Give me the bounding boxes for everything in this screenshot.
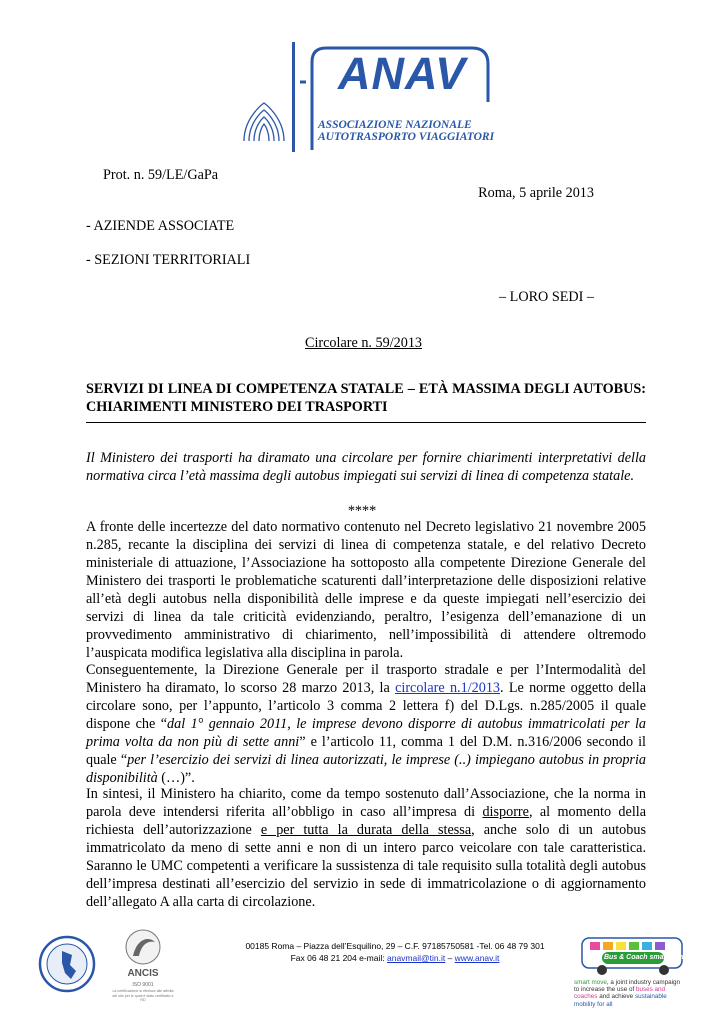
subject-heading: SERVIZI DI LINEA DI COMPETENZA STATALE – ETÀ MASSIMA DEGLI AUTOBUS: CHIARIMENTI MINISTERO DEI TRASPORTI — [86, 380, 646, 423]
text-span: (…)”. — [157, 770, 195, 786]
ancis-note: La certificazione si riferisce alle attività del sito per le quali è stato certificato e RD — [112, 989, 174, 1002]
text-span: Conseguentemente, la Direzione Generale per il trasporto stradale e per l’Intermodalità del Ministero ha diramato, lo scorso 28 marzo 2013, la — [86, 662, 646, 696]
text-span: In sintesi, il Ministero ha chiarito, come da tempo sostenuto dall’Associazione, che la norma in parola deve intendersi riferita all’obbligo in caso all’impresa di — [86, 786, 646, 820]
text-span: and achieve — [597, 993, 635, 1001]
website-link[interactable]: www.anav.it — [454, 953, 500, 963]
section-separator: **** — [347, 503, 377, 519]
recipient-sezioni: - SEZIONI TERRITORIALI — [86, 252, 251, 268]
email-link[interactable]: anavmail@tin.it — [386, 953, 446, 963]
text-span: , al momento della richiesta dell’autorizzazione — [86, 804, 647, 838]
protocol-number: Prot. n. 59/LE/GaPa — [103, 167, 219, 183]
body-paragraph-3 — [86, 785, 646, 911]
ancis-iso: ISO 9001 — [132, 982, 154, 988]
footer-contact-line — [180, 952, 610, 964]
quote-italic: per l’esercizio dei servizi di linea autorizzati, le imprese (..) impiegano autobus in propria disponibilità — [86, 752, 646, 786]
smart-move-logo — [574, 932, 704, 1022]
confindustria-logo — [240, 97, 288, 145]
accredia-logo — [38, 935, 96, 993]
text-span: buses and coaches — [574, 986, 666, 1001]
text-span: sustainable mobility for all — [574, 993, 667, 1008]
underlined-text: e per tutta la durata della stessa — [260, 822, 472, 838]
recipient-aziende: - AZIENDE ASSOCIATE — [86, 218, 235, 234]
brand-name: ANAV — [338, 48, 467, 99]
ancis-name: ANCIS — [127, 968, 159, 979]
text-span: , anche solo di un autobus immatricolato da meno di sette anni e non di un intero parco veicolare con tale caratteristica. Saranno le UMC competenti a verificare la sussistenza di tale requisito sulla totalità degli autobus dell’impresa destinati all’esercizio del servizio in sede di immatricolazione o di aggiornamento dell’allegato A alla carta di circolazione. — [86, 822, 646, 910]
ancis-emblem-icon — [125, 928, 161, 966]
underlined-text: disporre — [482, 804, 529, 820]
body-paragraph-1: A fronte delle incertezze del dato normativo contenuto nel Decreto legislativo 21 novembre 2005 n.285, recante la disciplina dei servizi di linea di competenza statale, e del relativo Decreto ministeriale di attuazione, l’Associazione ha sottoposto alla competente Direzione Generale del Ministero dei trasporti le problematiche scaturenti dall’interpretazione delle disposizioni relative all’età degli autobus nella disponibilità delle imprese e da queste impiegati nell’esercizio dei servizi di linea da tale criticità evidenziando, peraltro, l’esigenza dell’emanazione di un provvedimento amministrativo di chiarimento, nell’impossibilità di attendere oltremodo l’auspicata modifica legislativa alla disciplina in parola. — [86, 519, 646, 661]
brand-subtitle-1: ASSOCIAZIONE NAZIONALE — [318, 119, 472, 131]
text-span: ” e l’articolo 11, comma 1 del D.M. n.316/2006 secondo il quale “ — [86, 734, 646, 768]
footer-contacts — [180, 940, 610, 964]
smart-move-tagline — [574, 979, 684, 1008]
text-span: . Le norme oggetto della circolare sono, per l’appunto, l’articolo 3 comma 2 lettera f) del D.Lgs. n.285/2005 il quale dispone che “ — [86, 680, 647, 732]
circular-number: Circolare n. 59/2013 — [305, 335, 423, 351]
brand-subtitle-2: AUTOTRASPORTO VIAGGIATORI — [318, 131, 495, 143]
ancis-logo — [112, 928, 174, 1008]
loro-sedi: – LORO SEDI – — [499, 289, 594, 305]
footer-address: 00185 Roma – Piazza dell’Esquilino, 29 – C.F. 97185750581 -Tel. 06 48 79 301 — [245, 941, 545, 951]
smart-move-title: Bus & Coach smart move — [604, 954, 689, 961]
anav-logo — [292, 42, 502, 152]
circolare-link[interactable]: circolare n.1/2013 — [395, 680, 501, 696]
summary-paragraph: Il Ministero dei trasporti ha diramato una circolare per fornire chiarimenti interpretativi della normativa circa l’età massima degli autobus impiegati sui servizi di linea di competenza statale. — [86, 450, 646, 484]
quote-italic: dal 1° gennaio 2011, le imprese devono disporre di autobus immatricolati per la prima volta da non più di sette anni — [86, 716, 646, 750]
body-paragraph-2 — [86, 661, 646, 787]
text-span: Fax 06 48 21 204 e-mail: — [290, 953, 387, 963]
letter-date: Roma, 5 aprile 2013 — [478, 185, 594, 201]
text-span: smart move — [574, 979, 607, 986]
text-span: , a joint industry campaign to increase the use of — [574, 979, 681, 994]
text-span: – — [445, 953, 455, 963]
